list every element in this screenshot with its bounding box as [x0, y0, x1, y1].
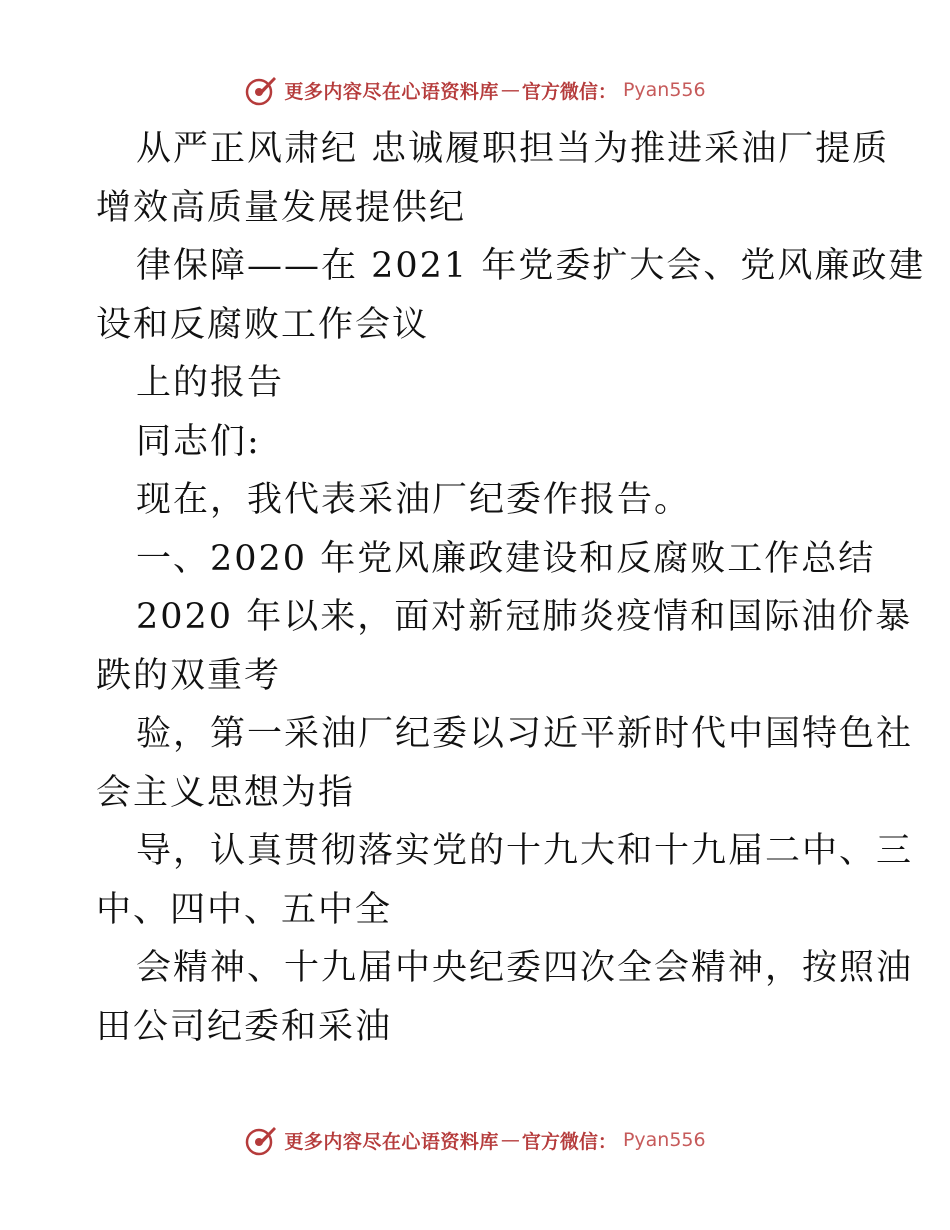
text-line: 同志们:: [136, 421, 261, 462]
text-line: 会主义思想为指: [96, 772, 356, 813]
text-line: 中、四中、五中全: [96, 889, 393, 930]
quill-logo-icon: [244, 73, 278, 107]
footer-watermark: [0, 1120, 950, 1160]
watermark-main-text: 更多内容尽在心语资料库: [284, 1130, 499, 1153]
text-line: 设和反腐败工作会议: [96, 304, 430, 345]
watermark-dash: —: [500, 1129, 520, 1151]
text-line: 增效高质量发展提供纪: [96, 187, 467, 228]
document-body: [96, 120, 926, 1056]
watermark-wechat-id: Pyan556: [622, 1129, 706, 1151]
text-line: 跌的双重考: [96, 655, 282, 696]
watermark-main-text: 更多内容尽在心语资料库: [284, 80, 499, 103]
text-line: 导，认真贯彻落实党的十九大和十九届二中、三: [136, 831, 914, 871]
quill-logo-icon: [244, 1123, 278, 1157]
text-line: 验，第一采油厂纪委以习近平新时代中国特色社: [136, 714, 914, 754]
watermark-dash: —: [500, 79, 520, 101]
text-line: 会精神、十九届中央纪委四次全会精神，按照油: [136, 948, 914, 988]
watermark-sub-text: 官方微信：: [521, 80, 617, 103]
text-line: 田公司纪委和采油: [96, 1006, 393, 1047]
text-line: 上的报告: [136, 363, 285, 403]
watermark-sub-text: 官方微信：: [521, 1130, 617, 1153]
watermark-wechat-id: Pyan556: [622, 79, 706, 101]
text-line: 一、2020 年党风廉政建设和反腐败工作总结: [136, 538, 876, 579]
text-line: 2020 年以来，面对新冠肺炎疫情和国际油价暴: [136, 597, 913, 637]
header-watermark: [0, 70, 950, 110]
text-line: 从严正风肃纪 忠诚履职担当为推进采油厂提质: [136, 129, 890, 169]
text-line: 现在，我代表采油厂纪委作报告。: [136, 480, 692, 520]
text-line: 律保障——在 2021 年党委扩大会、党风廉政建: [136, 246, 926, 286]
